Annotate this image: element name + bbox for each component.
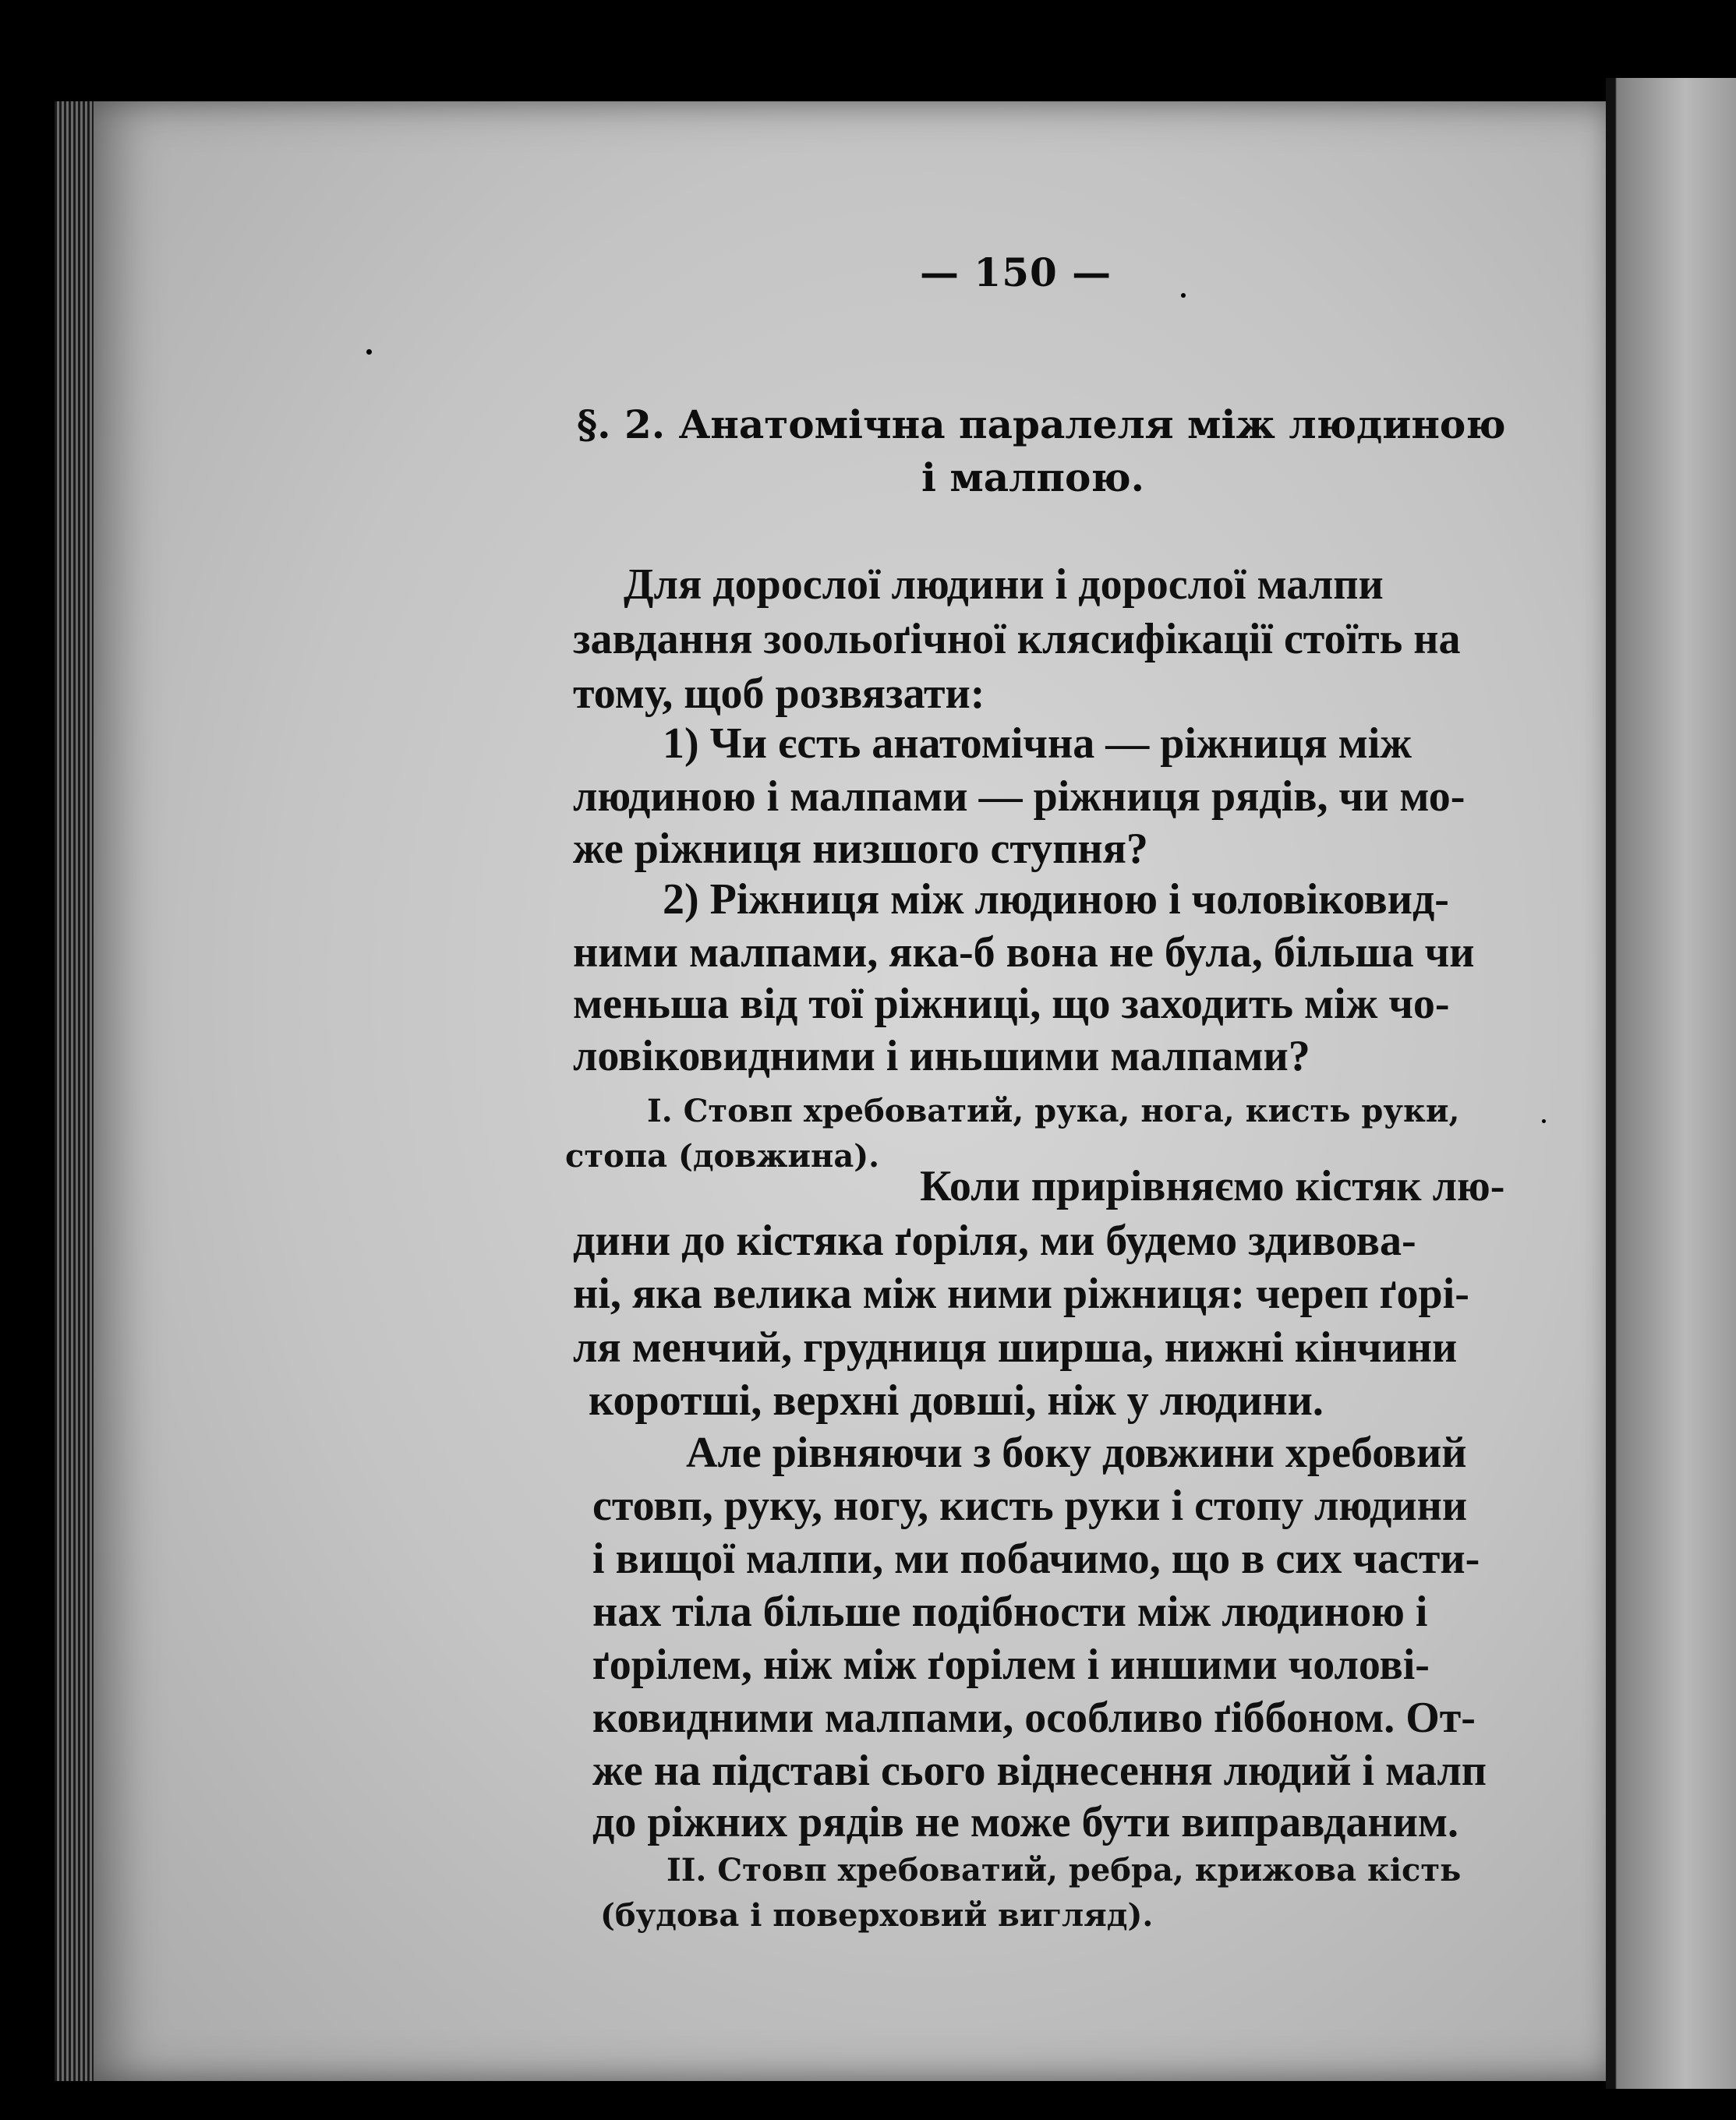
scan-speck bbox=[366, 349, 372, 355]
question-line: ними малпами, яка-б вона не була, більша чи bbox=[573, 928, 1475, 977]
question-line: 1) Чи єсть анатомічна — ріжниця між bbox=[663, 719, 1412, 768]
paragraph-line: ґорілем, ніж між ґорілем і иншими чолові- bbox=[592, 1641, 1430, 1689]
paragraph-line: стовп, руку, ногу, кисть руки і стопу людини bbox=[592, 1482, 1468, 1530]
paragraph-line: дини до кістяка ґоріля, ми будемо здивова- bbox=[573, 1217, 1416, 1265]
paragraph-line: же на підставі сього віднесення людий і малп bbox=[592, 1747, 1487, 1795]
paragraph-line: ні, яка велика між ними ріжниця: череп ґорі- bbox=[573, 1270, 1469, 1318]
paragraph-line: і вищої малпи, ми побачимо, що в сих части- bbox=[592, 1535, 1480, 1583]
section-heading-line-2: і малпою. bbox=[921, 454, 1145, 500]
page-number: — 150 — bbox=[920, 249, 1112, 295]
paragraph-line: Коли прирівняємо кістяк лю- bbox=[920, 1162, 1505, 1210]
subsection-heading-line: ІІ. Стовп хребоватий, ребра, крижова кість bbox=[666, 1852, 1462, 1889]
paragraph-line: ковидними малпами, особливо ґіббоном. От- bbox=[592, 1694, 1476, 1742]
question-line: же ріжниця низшого ступня? bbox=[573, 825, 1148, 873]
facing-page-edge bbox=[1606, 78, 1736, 2089]
paragraph-line: Для дорослої людини і дорослої малпи bbox=[624, 560, 1384, 609]
question-line: меньша від тої ріжниці, що заходить між чо- bbox=[573, 980, 1450, 1028]
question-line: людиною і малпами — ріжниця рядів, чи мо- bbox=[573, 772, 1466, 821]
section-heading-line-1: §. 2. Анатомічна паралеля між людиною bbox=[577, 401, 1506, 447]
paragraph-line: ля менчий, грудниця ширша, нижні кінчини bbox=[573, 1323, 1458, 1372]
paragraph-line: коротші, верхні довші, ніж у людини. bbox=[589, 1376, 1324, 1425]
subsection-heading-line: І. Стовп хребоватий, рука, нога, кисть руки, bbox=[647, 1093, 1460, 1129]
paragraph-line: до ріжних рядів не може бути виправданим. bbox=[592, 1798, 1459, 1846]
paragraph-line: нах тіла більше подібности між людиною і bbox=[592, 1588, 1428, 1636]
paragraph-line: Але рівняючи з боку довжини хребовий bbox=[686, 1429, 1467, 1477]
scan-speck bbox=[1181, 293, 1186, 298]
subsection-heading-line: (будова і поверховий вигляд). bbox=[600, 1897, 1154, 1934]
subsection-heading-line: стопа (довжина). bbox=[565, 1138, 880, 1175]
paragraph-line: тому, щоб розвязати: bbox=[573, 670, 985, 718]
paragraph-line: завдання зоольоґічної клясифікації стоїть на bbox=[573, 615, 1461, 663]
question-line: 2) Ріжниця між людиною і чоловіковид- bbox=[663, 875, 1449, 924]
question-line: ловіковидними і иньшими малпами? bbox=[573, 1032, 1310, 1080]
scan-speck bbox=[1542, 1119, 1546, 1123]
